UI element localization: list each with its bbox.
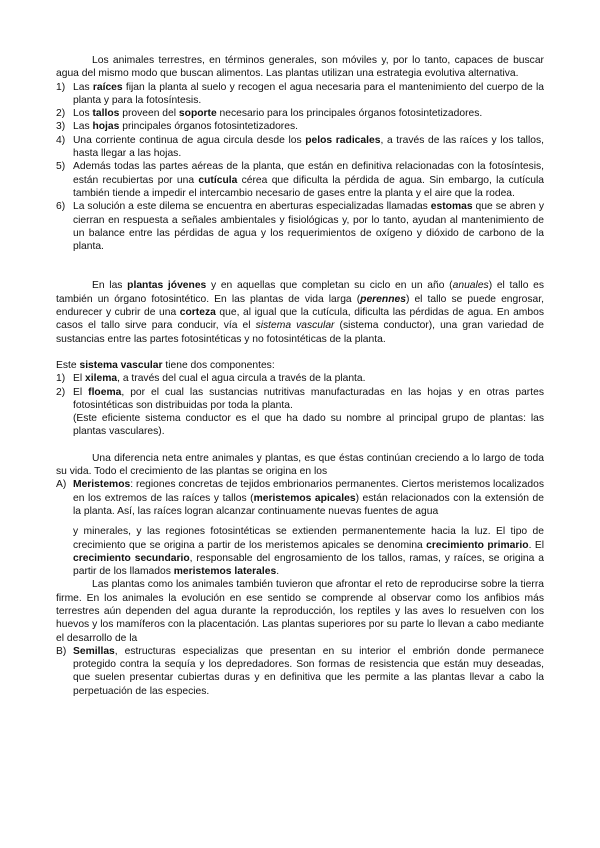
term-soporte: soporte: [178, 108, 217, 120]
term-meristemos-apicales: meristemos apicales: [253, 492, 356, 504]
term-sistema-vascular: sistema vascular: [79, 359, 163, 371]
item-number: 1): [56, 373, 66, 385]
item-number: 2): [56, 386, 66, 398]
item-number: 2): [56, 108, 66, 120]
term-perennes: perennes: [360, 293, 406, 305]
item-letter: B): [56, 645, 67, 657]
term-corteza: corteza: [179, 307, 216, 319]
vascular-note: (Este eficiente sistema conductor es el que ha dado su nombre al principal grupo de plantas: las plantas vasculares).: [73, 413, 544, 438]
list-item: 5) Además todas las partes aéreas de la planta, que están en definitiva relacionadas con la fotosíntesis, están recubiertas por una cutícula cérea que dificulta la pérdida de agua. Sin embargo, la cutícula también tiende a impedir el intercambio necesario de gases entre la planta y el aire que la rodea.: [56, 161, 544, 199]
term-anuales: anuales: [452, 280, 489, 292]
reproduction-paragraph: Las plantas como los animales también tuvieron que afrontar el reto de reproducirse sobre la tierra firme. En los animales la evolución en ese sentido se comprende al observar como los anfibios más terrestres aún dependen del agua durante la reproducción, los reptiles y las aves lo resuelven con los huevos y los mamíferos con la placentación. Las plantas superiores por su parte lo llevan a cabo mediante el desarrollo de la: [56, 579, 544, 644]
term-cuticula: cutícula: [198, 174, 238, 186]
list-item: 3) Las hojas principales órganos fotosintetizadores.: [56, 121, 298, 133]
term-xilema: xilema: [85, 373, 118, 385]
term-meristemos-laterales: meristemos laterales: [173, 566, 277, 578]
term-pelos-radicales: pelos radicales: [305, 134, 381, 146]
term-plantas-jovenes: plantas jóvenes: [127, 280, 207, 292]
plant-adaptations-list: [56, 81, 544, 254]
list-item: 4) Una corriente continua de agua circula desde los pelos radicales, a través de las raíces y los tallos, hasta llegar a las hojas.: [56, 134, 544, 160]
term-raices: raíces: [92, 81, 123, 93]
term-estomas: estomas: [430, 201, 473, 213]
item-number: 3): [56, 121, 66, 133]
vascular-components-list: [56, 372, 544, 438]
term-tallos: tallos: [92, 108, 120, 120]
list-item: 6) La solución a este dilema se encuentra en aberturas especializadas llamadas estomas que se abren y cierran en respuesta a señales ambientales y fisiológicas y, por lo tanto, ayudan al mantenimiento de un balance entre las pérdidas de agua y los requerimientos de oxígeno y dióxido de carbono de la planta.: [56, 201, 544, 253]
list-item: 1) El xilema, a través del cual el agua circula a través de la planta.: [56, 373, 366, 385]
term-crecimiento-primario: crecimiento primario: [426, 539, 529, 551]
term-floema: floema: [88, 386, 122, 398]
list-item-semillas: B) Semillas, estructuras especializas que presentan en su interior el embrión donde permanece protegido contra la sequía y los depredadores. Son formas de resistencia que están muy deseadas, que suelen presentar cubiertas duras y en definitiva que les permite a las plantas llevar a cabo la perpetuación de las especies.: [56, 645, 544, 697]
term-hojas: hojas: [92, 121, 120, 133]
term-crecimiento-secundario: crecimiento secundario: [73, 552, 190, 564]
item-number: 1): [56, 81, 66, 93]
term-sistema-vascular-italic: sistema vascular: [255, 320, 335, 332]
list-item: 2) Los tallos proveen del soporte necesario para los principales órganos fotosintetizadores.: [56, 108, 483, 120]
meristemos-continuation: y minerales, y las regiones fotosintéticas se extienden permanentemente hacia la luz. El tipo de crecimiento que se origina a partir de los meristemos apicales se denomina crecimiento primario. El crecimiento secundario, responsable del engrosamiento de los tallos, ramas, y raíces, se origina a partir de los llamados meristemos laterales.: [73, 526, 544, 578]
young-plants-paragraph: En las plantas jóvenes y en aquellas que completan su ciclo en un año (anuales) el tallo es también un órgano fotosintético. En las plantas de vida larga (perennes) el tallo se puede engrosar, endurecer y cubrir de una corteza que, al igual que la cutícula, dificulta las pérdidas de agua. En ambos casos el tallo sirve para conducir, vía el sistema vascular (sistema conductor), una gran variedad de sustancias entre las partes fotosintéticas y no fotosintéticas de la planta.: [56, 280, 545, 345]
item-letter: A): [56, 479, 67, 491]
term-semillas: Semillas: [73, 645, 115, 657]
intro-paragraph: Los animales terrestres, en términos generales, son móviles y, por lo tanto, capaces de buscar agua del mismo modo que buscan alimentos. Las plantas utilizan una estrategia evolutiva alternativa.: [56, 55, 544, 80]
list-item: 1) Las raíces fijan la planta al suelo y recogen el agua necesaria para el mantenimiento del cuerpo de la planta y para la fotosíntesis.: [56, 81, 544, 106]
item-number: 6): [56, 201, 66, 213]
term-meristemos: Meristemos: [73, 479, 131, 491]
item-number: 4): [56, 134, 66, 146]
vascular-system-intro: Este sistema vascular tiene dos componentes:: [56, 359, 275, 371]
list-item-meristemos: A) Meristemos: regiones concretas de tejidos embrionarios permanentes. Ciertos meristemos localizados en los extremos de las raíces y tallos (meristemos apicales) están relacionados con la extensión de la planta. Así, las raíces logran alcanzar continuamente nuevas fuentes de agua: [56, 479, 544, 517]
growth-paragraph: Una diferencia neta entre animales y plantas, es que éstas continúan creciendo a lo largo de toda su vida. Todo el crecimiento de las plantas se origina en los: [56, 452, 544, 478]
item-number: 5): [56, 161, 66, 173]
list-item: 2) El floema, por el cual las sustancias nutritivas manufacturadas en las hojas y en otras partes fotosintéticas son distribuidas por toda la planta. (Este eficiente sistema conductor es el que ha dado su nombre al principal grupo de plantas: las plantas vasculares).: [56, 386, 544, 438]
document-page: [56, 54, 544, 698]
